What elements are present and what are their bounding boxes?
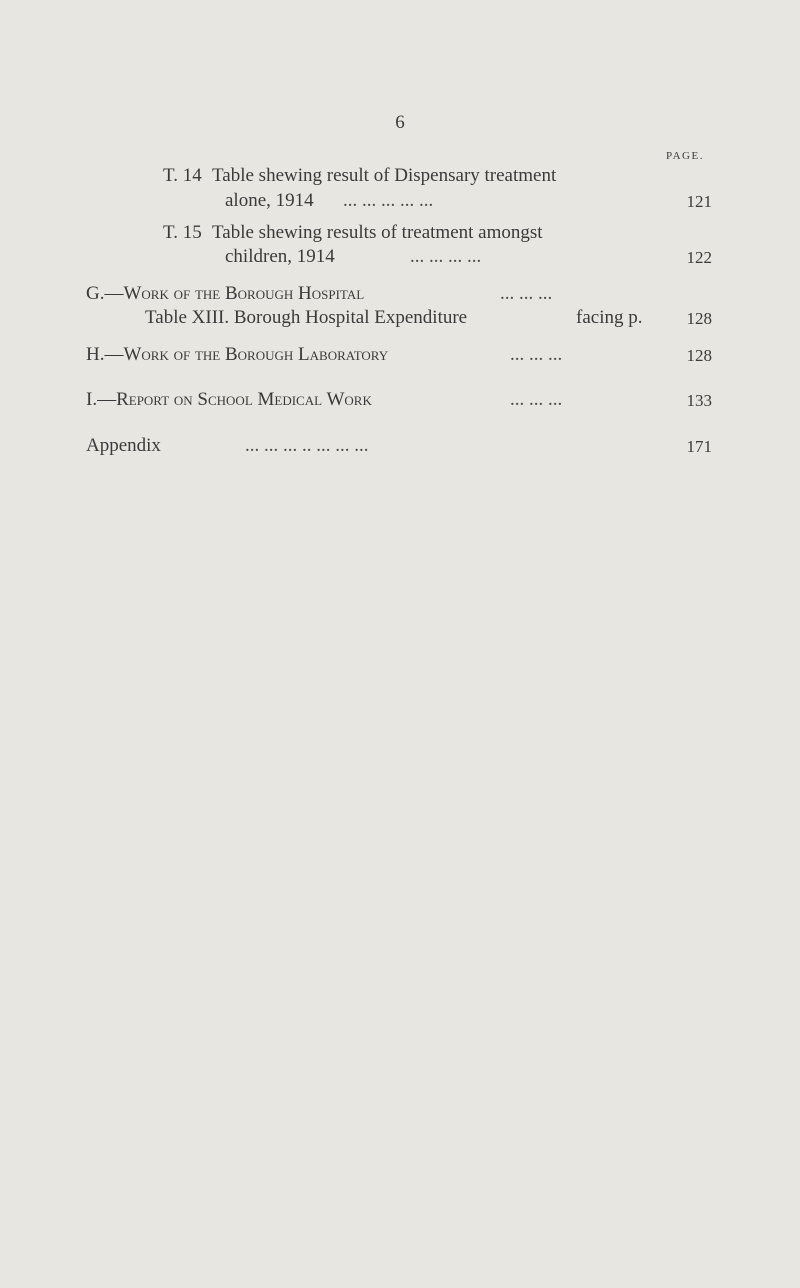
page-number: 6	[395, 112, 405, 133]
sub-entry-text: Table XIII. Borough Hospital Expenditure	[145, 307, 468, 328]
entry-page: 122	[686, 248, 712, 267]
leader-dots: ... ... ...	[510, 344, 563, 365]
appendix-page: 171	[686, 437, 712, 456]
section-page: 133	[686, 391, 712, 410]
entry-text-cont: children, 1914	[225, 246, 335, 267]
section-page: 128	[686, 346, 712, 365]
entry-page: 121	[686, 192, 712, 211]
section-heading: I.—Report on School Medical Work	[86, 389, 372, 410]
leader-dots: ... ... ...	[510, 389, 563, 410]
leader-dots: ... ... ... ...	[410, 246, 482, 267]
sub-entry-page: 128	[686, 309, 712, 328]
entry-code: T. 14	[163, 165, 202, 186]
entry-text-cont: alone, 1914	[225, 190, 314, 211]
leader-dots: ... ... ...	[500, 283, 553, 304]
entry-text: Table shewing result of Dispensary treatment	[212, 165, 557, 186]
appendix-label: Appendix	[86, 435, 161, 456]
entry-code: T. 15	[163, 222, 202, 243]
page-column-label: PAGE.	[666, 150, 704, 162]
leader-dots: ... ... ... .. ... ... ...	[245, 435, 369, 456]
section-heading: G.—Work of the Borough Hospital	[86, 283, 365, 304]
leader-dots: ... ... ... ... ...	[343, 190, 434, 211]
entry-text: Table shewing results of treatment amongst	[212, 222, 543, 243]
section-heading: H.—Work of the Borough Laboratory	[86, 344, 389, 365]
sub-entry-note: facing p.	[576, 307, 643, 328]
